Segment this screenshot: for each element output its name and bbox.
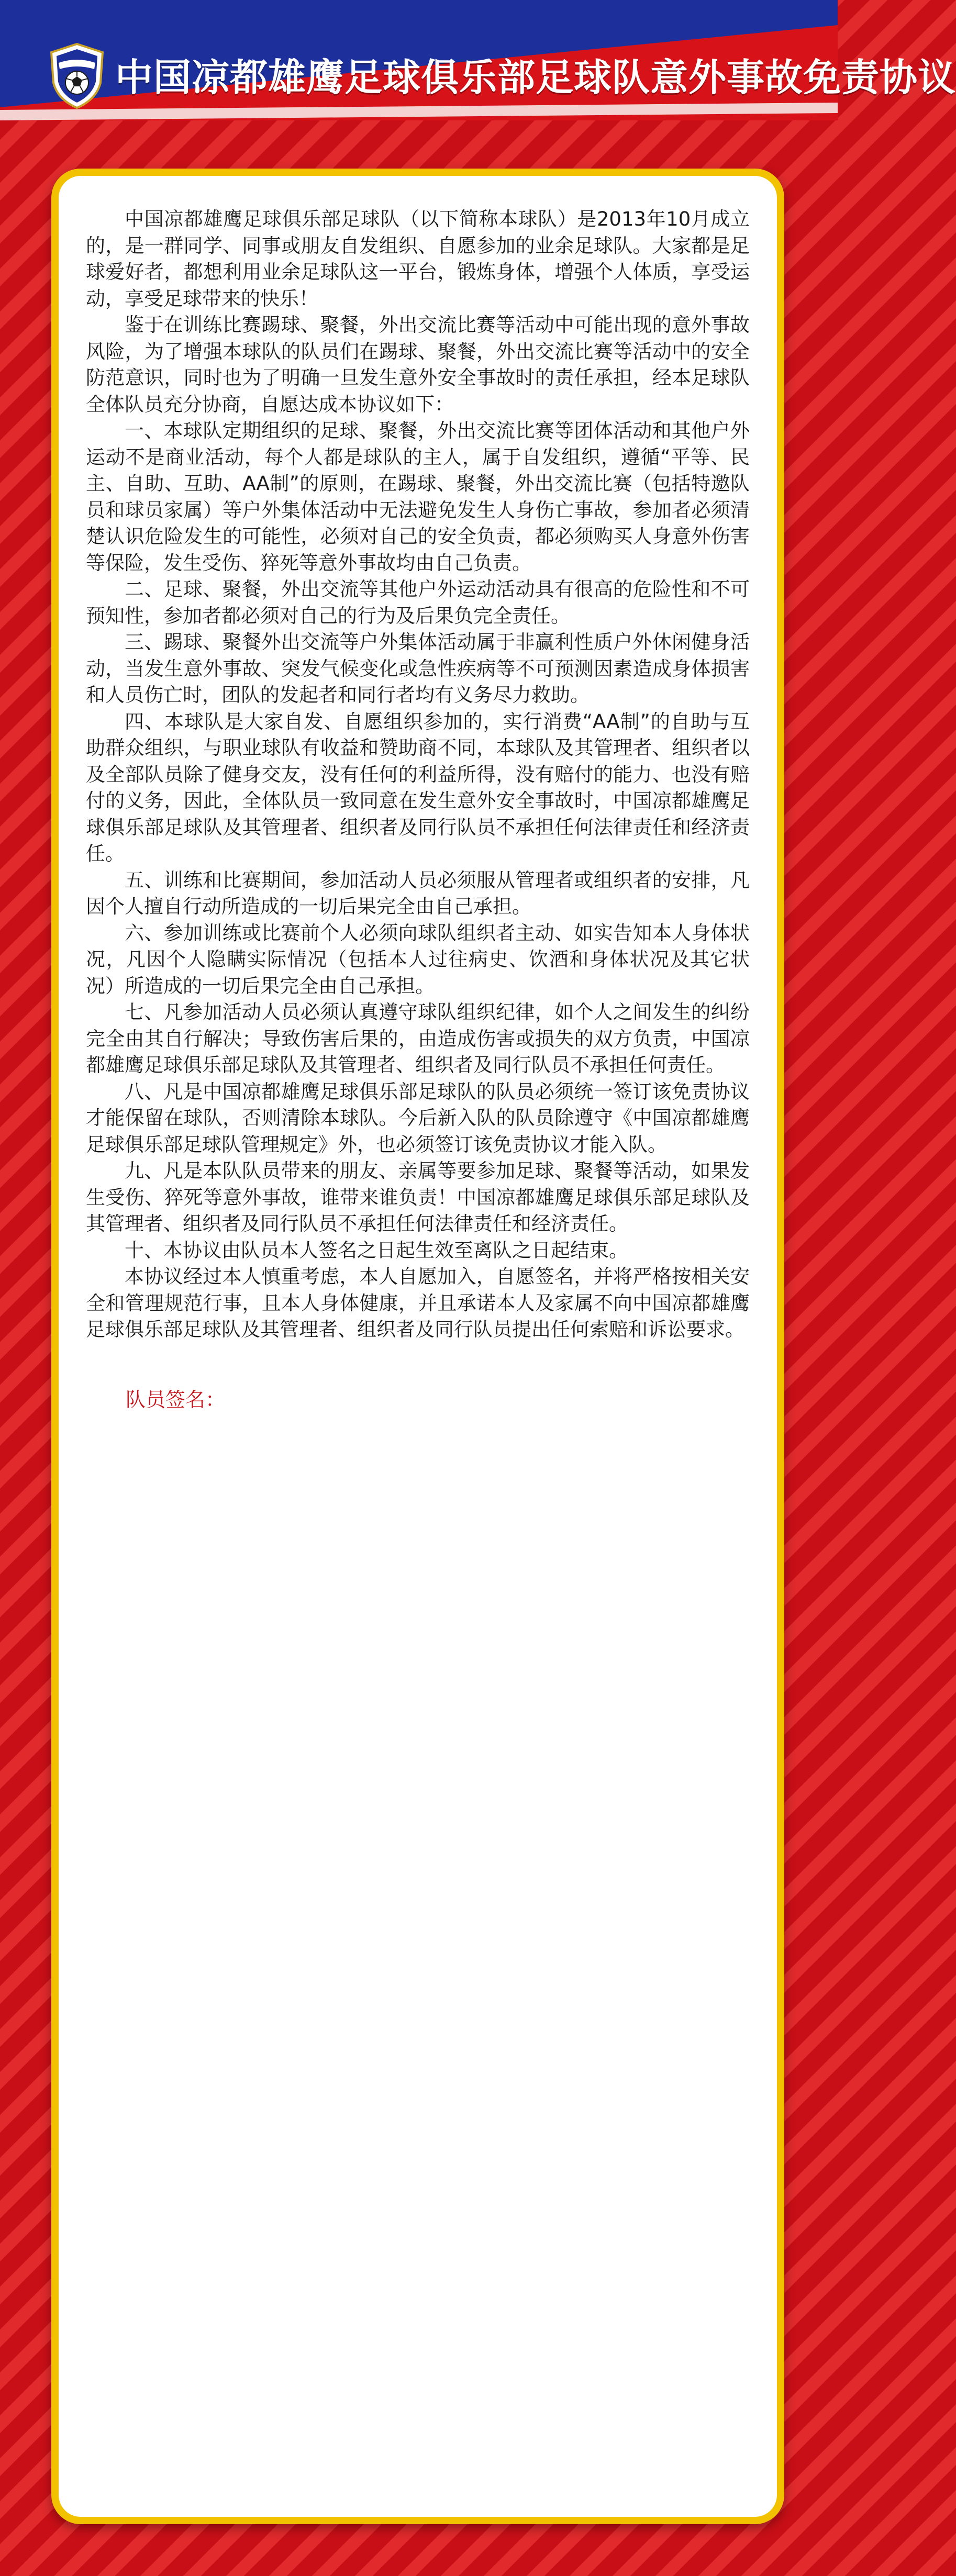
clause-9: 九、凡是本队队员带来的朋友、亲属等要参加足球、聚餐等活动，如果发生受伤、猝死等意外事故，谁带来谁负责！中国凉都雄鹰足球俱乐部足球队及其管理者、组织者及同行队员不承担任何法律责任和经济责任。 (86, 1159, 750, 1235)
signature-label: 队员签名： (126, 1388, 226, 1411)
clause-7: 七、凡参加活动人员必须认真遵守球队组织纪律，如个人之间发生的纠纷完全由其自行解决；导致伤害后果的，由造成伤害或损失的双方负责，中国凉都雄鹰足球俱乐部足球队及其管理者、组织者及同行队员不承担任何责任。 (86, 1001, 750, 1076)
clause-2: 二、足球、聚餐，外出交流等其他户外运动活动具有很高的危险性和不可预知性，参加者都必须对自己的行为及后果负完全责任。 (86, 578, 750, 627)
club-crest-icon (48, 42, 106, 110)
clause-1: 一、本球队定期组织的足球、聚餐，外出交流比赛等团体活动和其他户外运动不是商业活动，每个人都是球队的主人，属于自发组织，遵循“平等、民主、自助、互助、AA制”的原则，在踢球、聚餐，外出交流比赛（包括特邀队员和球员家属）等户外集体活动中无法避免发生人身伤亡事故，参加者必须清楚认识危险发生的可能性，必须对自己的安全负责，都必须购买人身意外伤害等保险，发生受伤、猝死等意外事故均由自己负责。 (86, 419, 750, 574)
page-title: 中国凉都雄鹰足球俱乐部足球队意外事故免责协议 (115, 55, 956, 99)
clause-10: 十、本协议由队员本人签名之日起生效至离队之日起结束。 (125, 1239, 628, 1262)
preamble-paragraph: 鉴于在训练比赛踢球、聚餐，外出交流比赛等活动中可能出现的意外事故风险，为了增强本球队的队员们在踢球、聚餐，外出交流比赛等活动中的安全防范意识，同时也为了明确一旦发生意外安全事故时的责任承担，经本足球队全体队员充分协商，自愿达成本协议如下： (86, 314, 750, 416)
agreement-panel (51, 169, 784, 2524)
agreement-content (86, 206, 750, 1414)
closing-paragraph: 本协议经过本人慎重考虑，本人自愿加入，自愿签名，并将严格按相关安全和管理规范行事，且本人身体健康，并且承诺本人及家属不向中国凉都雄鹰足球俱乐部足球队及其管理者、组织者及同行队员提出任何索赔和诉讼要求。 (86, 1265, 750, 1341)
clause-6: 六、参加训练或比赛前个人必须向球队组织者主动、如实告知本人身体状况，凡因个人隐瞒实际情况（包括本人过往病史、饮酒和身体状况及其它状况）所造成的一切后果完全由自己承担。 (86, 921, 750, 997)
clause-3: 三、踢球、聚餐外出交流等户外集体活动属于非赢利性质户外休闲健身活动，当发生意外事故、突发气候变化或急性疾病等不可预测因素造成身体损害和人员伤亡时，团队的发起者和同行者均有义务尽力救助。 (86, 631, 750, 706)
clause-5: 五、训练和比赛期间，参加活动人员必须服从管理者或组织者的安排，凡因个人擅自行动所造成的一切后果完全由自己承担。 (86, 868, 750, 918)
clause-4: 四、本球队是大家自发、自愿组织参加的，实行消费“AA制”的自助与互助群众组织，与职业球队有收益和赞助商不同，本球队及其管理者、组织者以及全部队员除了健身交友，没有任何的利益所得，没有赔付的能力、也没有赔付的义务，因此，全体队员一致同意在发生意外安全事故时，中国凉都雄鹰足球俱乐部足球队及其管理者、组织者及同行队员不承担任何法律责任和经济责任。 (86, 710, 750, 865)
intro-paragraph: 中国凉都雄鹰足球俱乐部足球队（以下简称本球队）是2013年10月成立的，是一群同学、同事或朋友自发组织、自愿参加的业余足球队。大家都是足球爱好者，都想利用业余足球队这一平台，锻炼身体，增强个人体质，享受运动，享受足球带来的快乐！ (86, 208, 750, 310)
clause-8: 八、凡是中国凉都雄鹰足球俱乐部足球队的队员必须统一签订该免责协议才能保留在球队，否则清除本球队。今后新入队的队员除遵守《中国凉都雄鹰足球俱乐部足球队管理规定》外，也必须签订该免责协议才能入队。 (86, 1080, 750, 1156)
header-banner (0, 0, 956, 152)
